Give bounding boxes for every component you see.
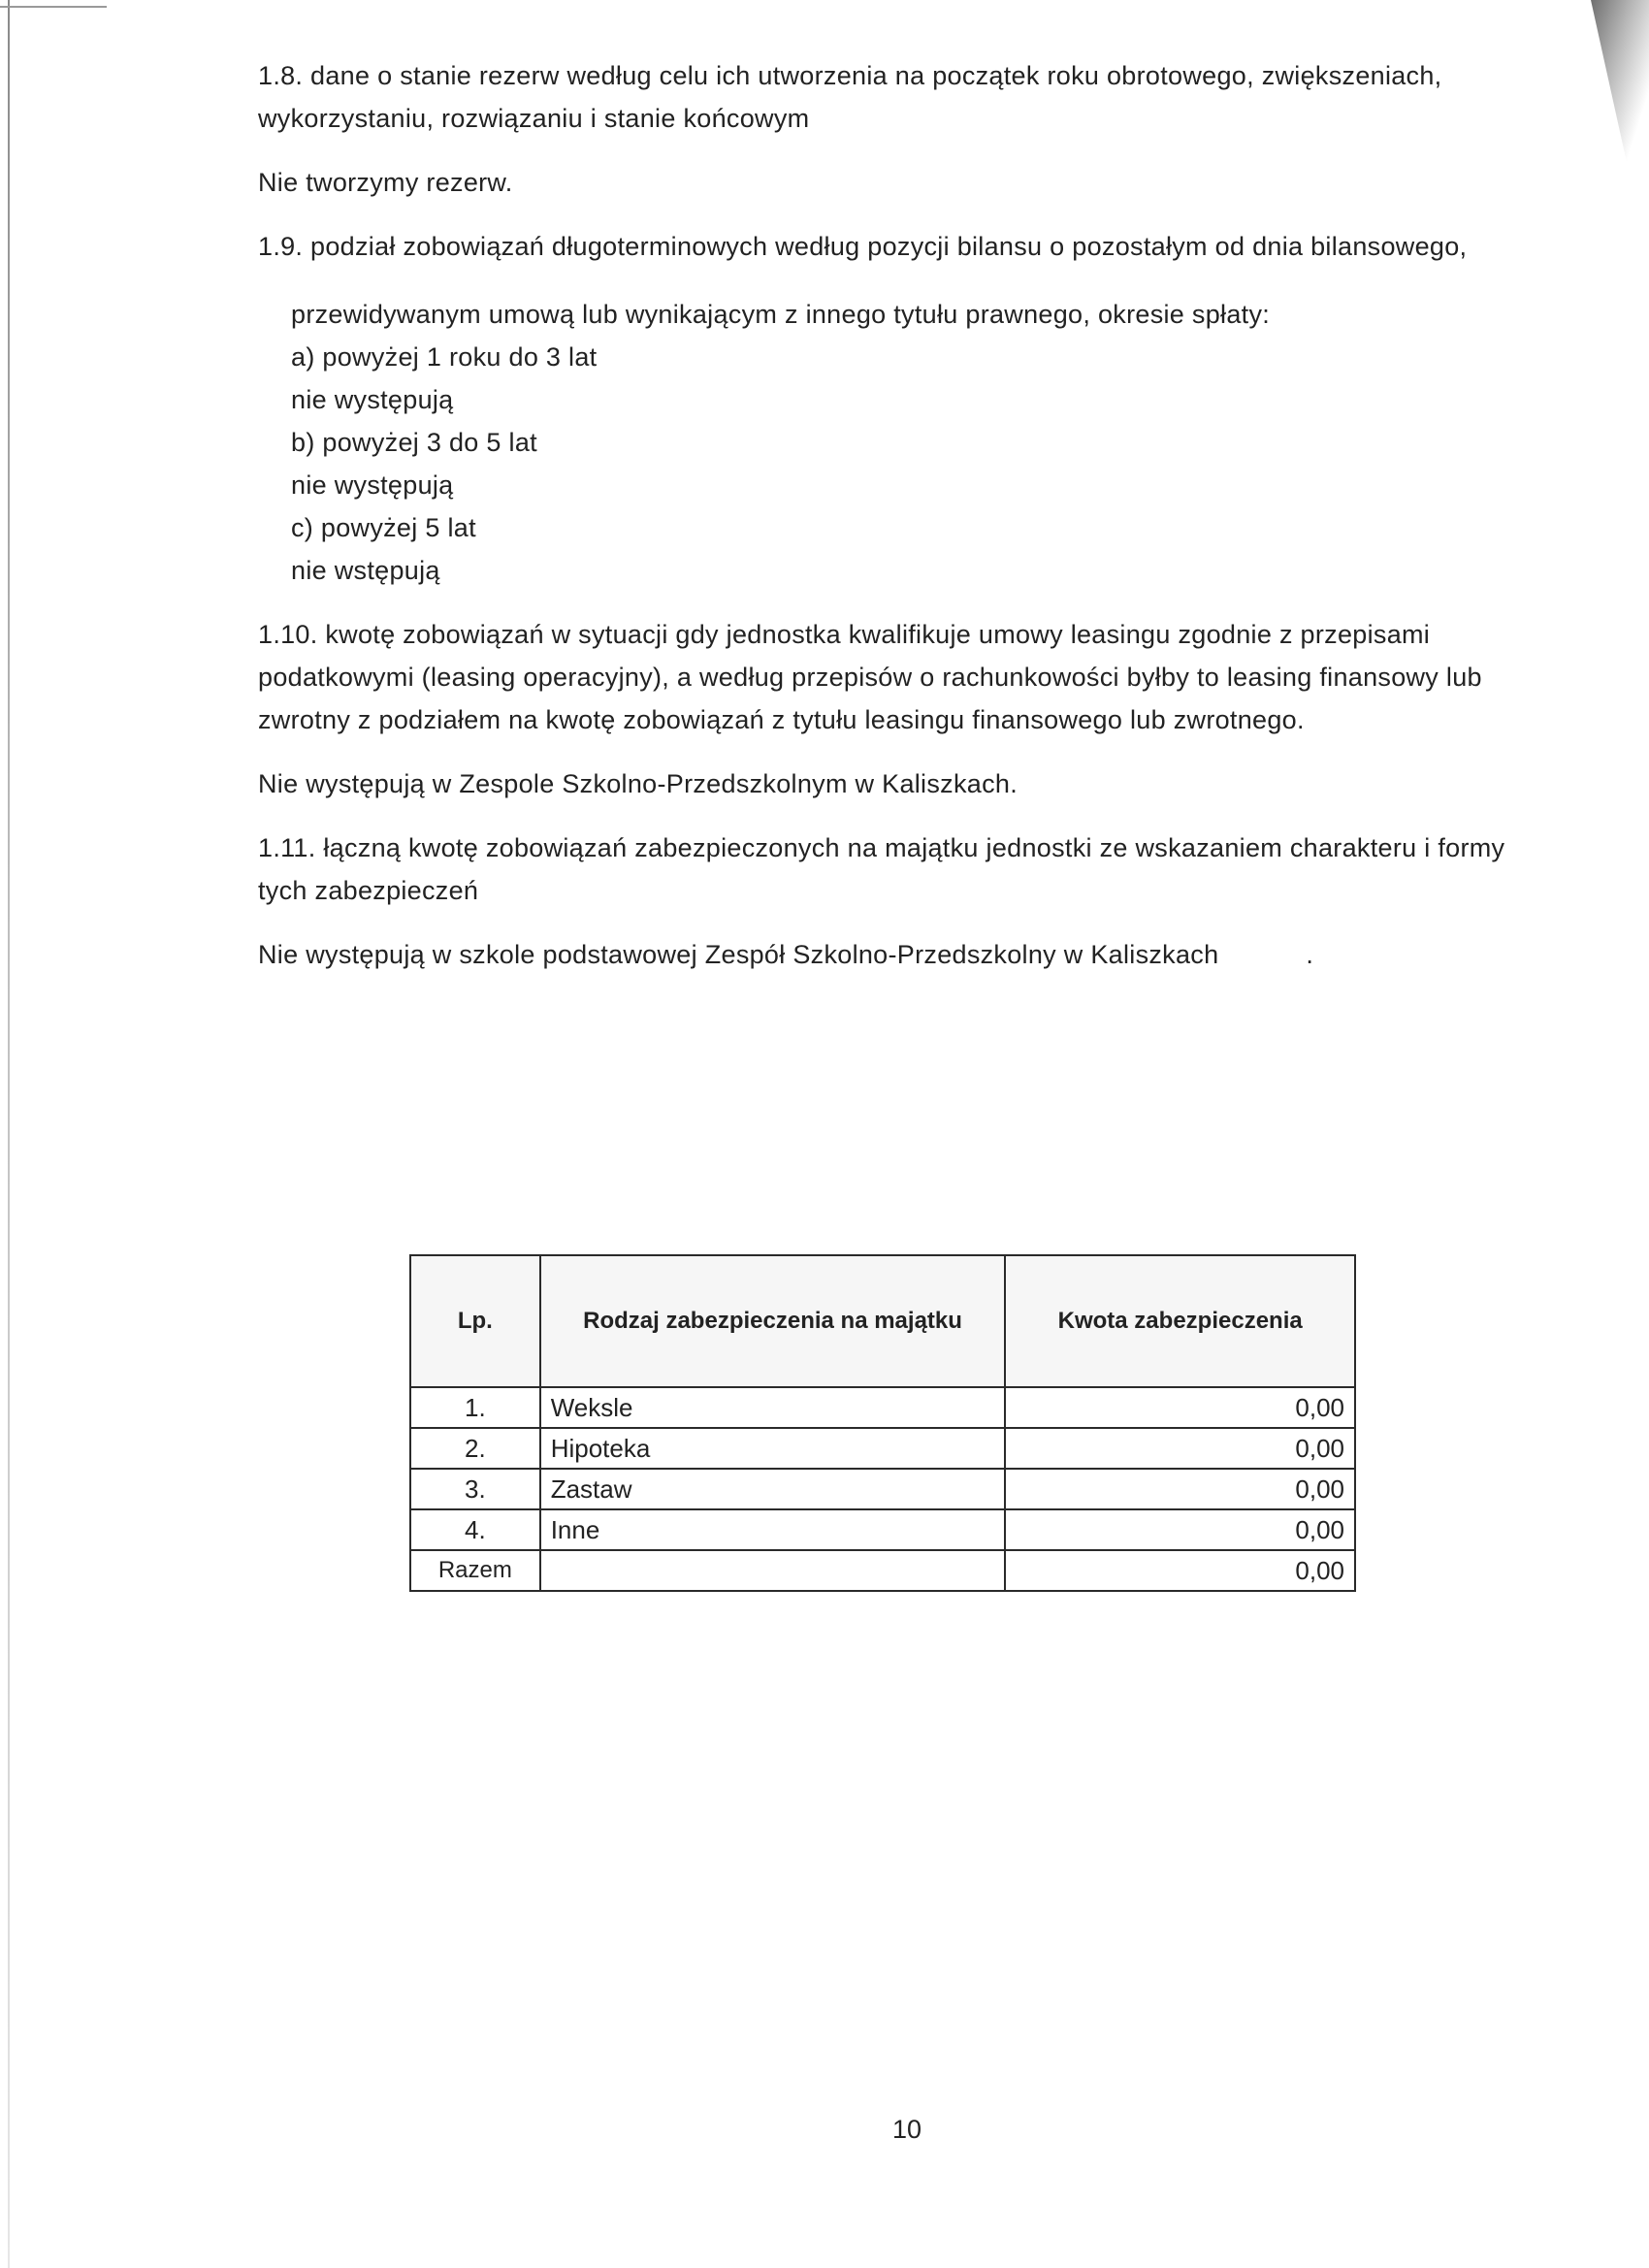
section-1-10-answer: Nie występują w Zespole Szkolno-Przedszkolnym w Kaliszkach. xyxy=(258,769,1018,798)
security-table xyxy=(409,1254,1356,1592)
section-1-11-answer xyxy=(258,933,1519,976)
scan-left-edge xyxy=(8,0,10,2268)
cell-lp: 4. xyxy=(410,1509,540,1550)
header-lp: Lp. xyxy=(410,1255,540,1387)
section-1-9-item-b-value: nie występują xyxy=(291,470,454,500)
cell-lp: 2. xyxy=(410,1428,540,1469)
section-1-9-heading-cont: przewidywanym umową lub wynikającym z innego tytułu prawnego, okresie spłaty: xyxy=(291,300,1271,329)
section-1-9-item-c-value: nie wstępują xyxy=(291,556,440,585)
table-row xyxy=(410,1469,1355,1509)
table-row xyxy=(410,1509,1355,1550)
table-header-row xyxy=(410,1255,1355,1387)
section-1-9-item-c-label: c) powyżej 5 lat xyxy=(291,513,476,542)
cell-lp: 1. xyxy=(410,1387,540,1428)
total-amount: 0,00 xyxy=(1005,1550,1355,1591)
header-security-type: Rodzaj zabezpieczenia na majątku xyxy=(540,1255,1006,1387)
scan-top-mark xyxy=(0,6,107,8)
cell-amount: 0,00 xyxy=(1005,1469,1355,1509)
total-type xyxy=(540,1550,1006,1591)
section-1-8-answer: Nie tworzymy rezerw. xyxy=(258,168,513,197)
table-row xyxy=(410,1428,1355,1469)
cell-amount: 0,00 xyxy=(1005,1387,1355,1428)
table-total-row xyxy=(410,1550,1355,1591)
section-1-8-heading: 1.8. dane o stanie rezerw według celu ich utworzenia na początek roku obrotowego, zwiększeniach, wykorzystaniu, rozwiązaniu i stanie końcowym xyxy=(258,61,1442,133)
document-body xyxy=(258,54,1519,976)
cell-lp: 3. xyxy=(410,1469,540,1509)
section-1-9-item-b-label: b) powyżej 3 do 5 lat xyxy=(291,428,537,457)
section-1-9-item-a-value: nie występują xyxy=(291,385,454,414)
section-1-10-heading: 1.10. kwotę zobowiązań w sytuacji gdy jednostka kwalifikuje umowy leasingu zgodnie z przepisami podatkowymi (leasing operacyjny), a według przepisów o rachunkowości byłby to leasing finansowy lub zwrotny z podziałem na kwotę zobowiązań z tytułu leasingu finansowego lub zwrotnego. xyxy=(258,620,1482,734)
cell-type: Inne xyxy=(540,1509,1006,1550)
section-1-11-heading: 1.11. łączną kwotę zobowiązań zabezpieczonych na majątku jednostki ze wskazaniem charakteru i formy tych zabezpieczeń xyxy=(258,833,1505,905)
header-security-amount: Kwota zabezpieczenia xyxy=(1005,1255,1355,1387)
cell-amount: 0,00 xyxy=(1005,1509,1355,1550)
section-1-9-item-a-label: a) powyżej 1 roku do 3 lat xyxy=(291,342,598,372)
section-1-9-items xyxy=(258,336,1519,592)
total-label: Razem xyxy=(410,1550,540,1591)
scan-corner-shadow xyxy=(1591,0,1649,184)
section-1-11-answer-text: Nie występują w szkole podstawowej Zespół Szkolno-Przedszkolny w Kaliszkach xyxy=(258,940,1219,969)
cell-type: Hipoteka xyxy=(540,1428,1006,1469)
cell-type: Zastaw xyxy=(540,1469,1006,1509)
section-1-9-heading: 1.9. podział zobowiązań długoterminowych według pozycji bilansu o pozostałym od dnia bilansowego, xyxy=(258,232,1468,261)
section-1-11-answer-tail: . xyxy=(1306,940,1314,969)
page-number: 10 xyxy=(891,2115,922,2144)
cell-type: Weksle xyxy=(540,1387,1006,1428)
table-row xyxy=(410,1387,1355,1428)
cell-amount: 0,00 xyxy=(1005,1428,1355,1469)
security-table-wrapper xyxy=(409,1254,1356,1592)
